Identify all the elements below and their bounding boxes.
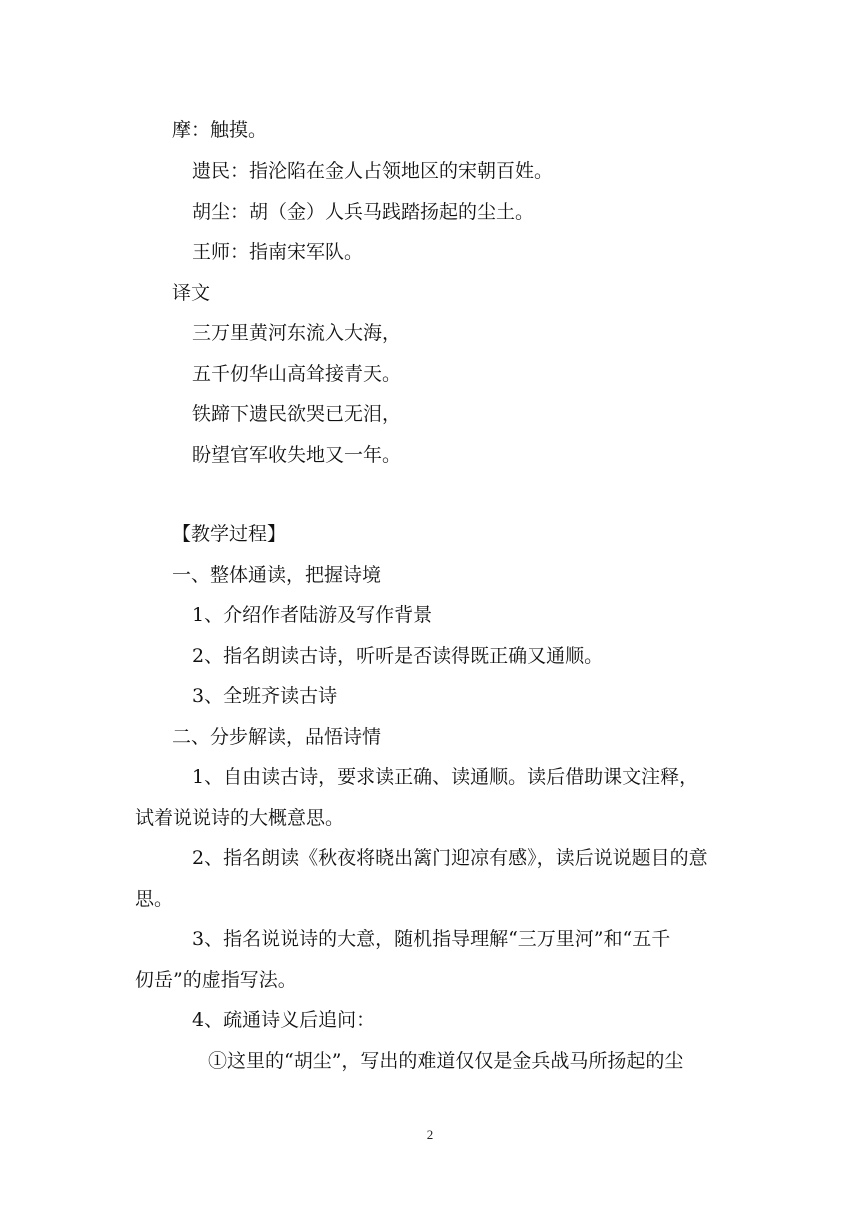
page-number: 2: [426, 1127, 434, 1142]
section2-paragraph: 仞岳”的虚指写法。: [135, 969, 297, 991]
section2-paragraph: 思。: [135, 888, 174, 910]
translation-line: 三万里黄河东流入大海，: [192, 322, 402, 344]
translation-line: 铁蹄下遗民欲哭已无泪，: [192, 403, 402, 425]
section2-title: 二、分步解读，品悟诗情: [172, 726, 382, 748]
section1-item: 2、指名朗读古诗，听听是否读得既正确又通顺。: [192, 645, 604, 667]
gloss-wangshi: 王师：指南宋军队。: [192, 241, 364, 263]
process-heading: 【教学过程】: [172, 523, 287, 545]
section2-question: ①这里的“胡尘”，写出的难道仅仅是金兵战马所扬起的尘: [208, 1050, 684, 1072]
section2-paragraph: 3、指名说说诗的大意，随机指导理解“三万里河”和“五千: [192, 928, 671, 950]
section2-paragraph: 2、指名朗读《秋夜将晓出篱门迎凉有感》，读后说说题目的意: [192, 847, 708, 869]
gloss-yimin: 遗民：指沦陷在金人占领地区的宋朝百姓。: [192, 160, 554, 182]
gloss-huchen: 胡尘：胡（金）人兵马践踏扬起的尘土。: [192, 201, 535, 223]
section1-item: 1、介绍作者陆游及写作背景: [192, 604, 433, 626]
translation-line: 五千仞华山高耸接青天。: [192, 363, 402, 385]
section2-paragraph: 4、疏通诗义后追问：: [192, 1009, 376, 1031]
translation-heading: 译文: [172, 282, 211, 304]
section2-paragraph: 试着说说诗的大概意思。: [135, 807, 345, 829]
section1-item: 3、全班齐读古诗: [192, 685, 338, 707]
gloss-mo: 摩：触摸。: [172, 119, 268, 141]
section1-title: 一、整体通读，把握诗境: [172, 564, 382, 586]
translation-line: 盼望官军收失地又一年。: [192, 444, 402, 466]
section2-paragraph: 1、自由读古诗，要求读正确、读通顺。读后借助课文注释，: [192, 766, 699, 788]
